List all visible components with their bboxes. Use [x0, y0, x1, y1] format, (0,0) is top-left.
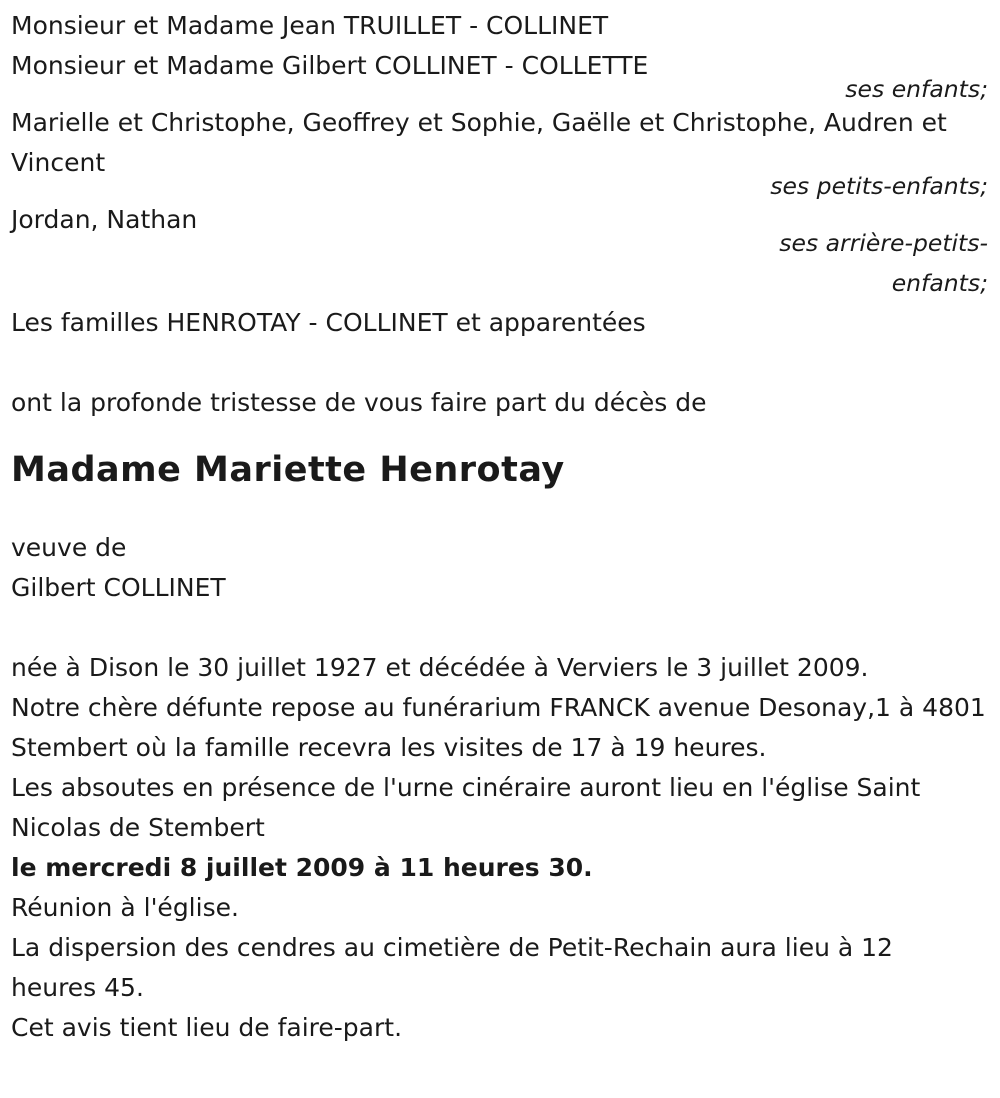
ceremony-details: Les absoutes en présence de l'urne cinéraire auront lieu en l'église Saint Nicolas de Stembert — [11, 773, 921, 842]
child-family-2: Monsieur et Madame Gilbert COLLINET - COLLETTE — [11, 51, 649, 80]
spacer — [11, 608, 990, 648]
widow-of-label: veuve de — [11, 533, 127, 562]
grandchildren-relation-label: ses petits-enfants; — [770, 172, 988, 200]
grandchildren-list: Marielle et Christophe, Geoffrey et Sophie, Gaëlle et Christophe, Audren et Vincent — [11, 108, 947, 177]
dispersion-details: La dispersion des cendres au cimetière de Petit-Rechain aura lieu à 12 heures 45. — [11, 933, 893, 1002]
great-grandchildren-relation-label: ses arrière-petits- enfants; — [779, 229, 988, 297]
meeting-details: Réunion à l'église. — [11, 893, 239, 922]
birth-death-details: née à Dison le 30 juillet 1927 et décédée à Verviers le 3 juillet 2009. — [11, 653, 869, 682]
spacer — [11, 343, 990, 383]
child-family-1: Monsieur et Madame Jean TRUILLET - COLLINET — [11, 11, 609, 40]
deceased-name: Madame Mariette Henrotay — [11, 450, 565, 490]
children-relation-label: ses enfants; — [845, 75, 988, 103]
ceremony-date: le mercredi 8 juillet 2009 à 11 heures 30. — [11, 853, 593, 882]
spouse-name: Gilbert COLLINET — [11, 573, 226, 602]
related-families: Les familles HENROTAY - COLLINET et apparentées — [11, 308, 646, 337]
repose-details: Notre chère défunte repose au funérarium FRANCK avenue Desonay,1 à 4801 Stembert où la famille recevra les visites de 17 à 19 heures. — [11, 693, 986, 762]
notice-text: Cet avis tient lieu de faire-part. — [11, 1013, 403, 1042]
great-grandchildren-list: Jordan, Nathan — [11, 205, 198, 234]
announcement-text: ont la profonde tristesse de vous faire part du décès de — [11, 388, 707, 417]
spacer — [11, 495, 990, 519]
